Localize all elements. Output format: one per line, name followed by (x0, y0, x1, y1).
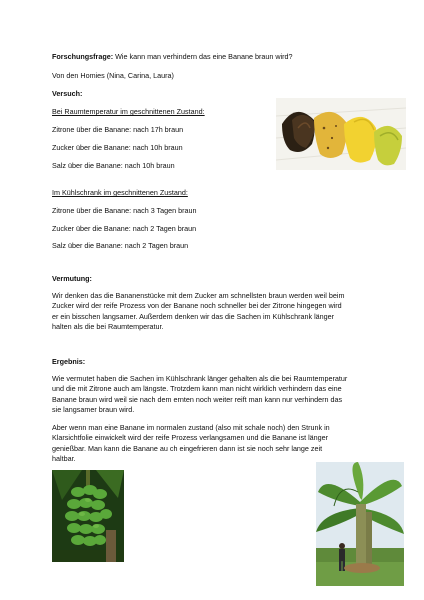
result-line: haltbar. (52, 454, 76, 464)
room-temperature-item: Salz über die Banane: nach 10h braun (52, 161, 175, 170)
result-paragraph-1 (52, 374, 372, 416)
authors-line: Von den Homies (Nina, Carina, Laura) (52, 71, 174, 80)
research-question-label: Forschungsfrage: (52, 52, 114, 61)
research-question-text: Wie kann man verhindern das eine Banane braun wird? (115, 52, 293, 61)
hypothesis-line: Zucker wird der reife Prozess von der Banane noch schneller bei der Zitrone hingegen wird (52, 301, 342, 311)
fridge-heading: Im Kühlschrank im geschnittenen Zustand: (52, 188, 188, 197)
fridge-item: Zucker über die Banane: nach 2 Tagen braun (52, 224, 197, 233)
hypothesis-heading: Vermutung: (52, 274, 92, 283)
fridge-item: Salz über die Banane: nach 2 Tagen braun (52, 241, 189, 250)
hypothesis-line: Wir denken das die Bananenstücke mit dem Zucker am schnellsten braun werden weil beim (52, 291, 345, 300)
research-question-line (52, 52, 293, 61)
hypothesis-paragraph (52, 291, 372, 333)
hypothesis-line: er ein bisschen langsamer. Außerdem denken wir das die Sachen im Kühlschrank länger (52, 311, 335, 321)
result-heading: Ergebnis: (52, 357, 86, 366)
fridge-item: Zitrone über die Banane: nach 3 Tagen braun (52, 206, 197, 215)
result-line: Klarsichtfolie einwickelt wird der reife Prozess verlangsamen und die Banane ist länger (52, 433, 329, 443)
hypothesis-line: halten als die bei Raumtemperatur. (52, 322, 164, 332)
room-temperature-item: Zucker über die Banane: nach 10h braun (52, 143, 183, 152)
result-line: Banane braun wird weil sie nach dem ernten noch weiter reift man kann nur verhindern das (52, 394, 343, 404)
experiment-heading: Versuch: (52, 89, 83, 98)
result-line: sie langsamer braun wird. (52, 405, 135, 415)
result-paragraph-2 (52, 423, 372, 465)
result-line: Wie vermutet haben die Sachen im Kühlschrank länger gehalten als die bei Raumtemperatur (52, 374, 348, 383)
bananas-ripeness-photo (276, 98, 406, 170)
banana-plant-photo (316, 462, 404, 586)
banana-bunch-photo (52, 470, 124, 562)
room-temperature-item: Zitrone über die Banane: nach 17h braun (52, 125, 184, 134)
result-line: und die mit Zitrone auch am längste. Trotzdem kann man nicht wirklich verhindern das eine (52, 384, 342, 394)
result-line: genießbar. Man kann die Banane au ch eingefrieren dann ist sie noch sehr lange zeit (52, 443, 323, 453)
result-line: Aber wenn man eine Banane im normalen zustand (also mit schale noch) den Strunk in (52, 423, 330, 432)
room-temperature-heading: Bei Raumtemperatur im geschnittenen Zustand: (52, 107, 205, 116)
